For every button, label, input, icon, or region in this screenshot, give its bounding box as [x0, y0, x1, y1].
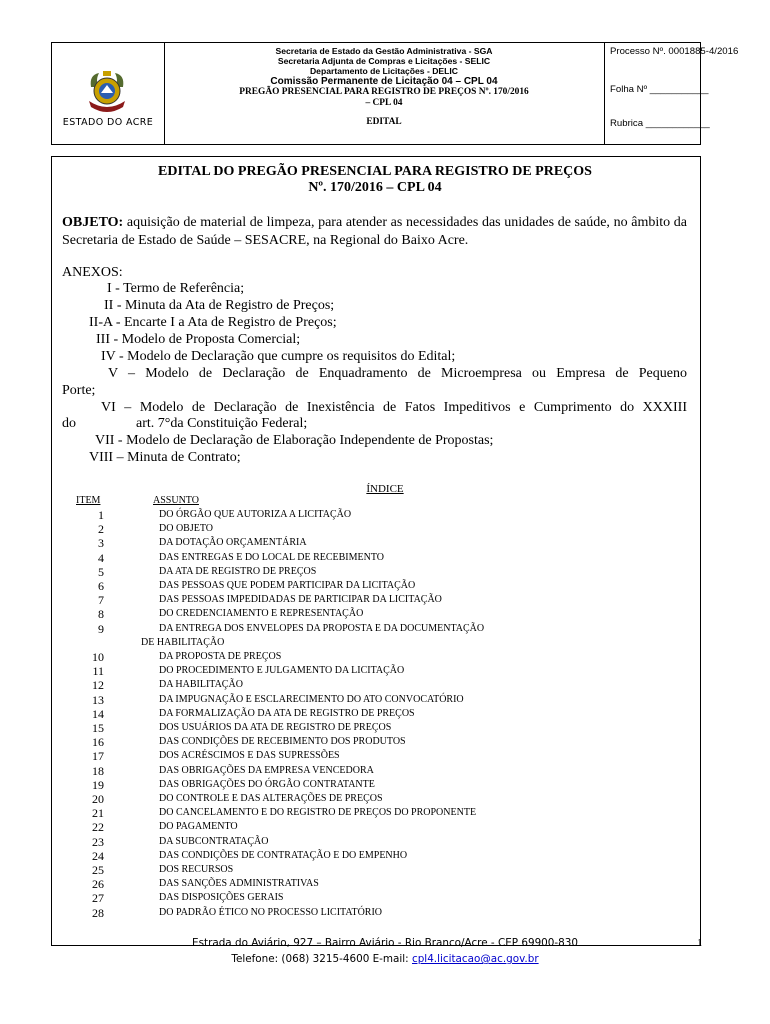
folha-field: Folha Nº ___________	[610, 84, 709, 95]
document-title-line2: Nº. 170/2016 – CPL 04	[308, 180, 442, 195]
document-header	[51, 42, 739, 145]
index-row-number: 21	[92, 806, 104, 821]
anexo-vi-cont: art. 7°da Constituição Federal;	[136, 416, 308, 431]
index-row-subject: DO CREDENCIAMENTO E REPRESENTAÇÃO	[159, 608, 364, 620]
objeto-paragraph	[62, 214, 687, 250]
anexo-iii: III - Modelo de Proposta Comercial;	[96, 332, 301, 347]
index-row-number: 26	[92, 877, 104, 892]
index-row-subject: DA HABILITAÇÃO	[159, 679, 243, 691]
footer-email-link[interactable]: cpl4.licitacao@ac.gov.br	[412, 953, 539, 965]
index-row-number: 4	[98, 550, 104, 565]
anexo-vi-do: do	[62, 416, 76, 431]
anexo-ii: II - Minuta da Ata de Registro de Preços;	[104, 298, 335, 313]
objeto-label: OBJETO:	[62, 215, 124, 230]
state-seal-icon	[85, 69, 129, 119]
index-row-subject: DAS OBRIGAÇÕES DA EMPRESA VENCEDORA	[159, 764, 374, 776]
footer-phone: Telefone: (068) 3215-4600 E-mail:	[231, 953, 412, 965]
index-row-subject: DOS USUÁRIOS DA ATA DE REGISTRO DE PREÇOS	[159, 722, 392, 733]
index-row-number: 27	[92, 891, 104, 906]
header-line-sga: Secretaria de Estado da Gestão Administrativa - SGA	[275, 46, 493, 56]
index-row-number: 2	[98, 522, 104, 537]
index-row-subject: DOS ACRÉSCIMOS E DAS SUPRESSÕES	[159, 750, 340, 762]
index-row-subject: DA PROPOSTA DE PREÇOS	[159, 651, 282, 662]
anexo-viii: VIII – Minuta de Contrato;	[89, 450, 241, 465]
index-row-number: 5	[98, 564, 104, 579]
index-row-subject: DAS DISPOSIÇÕES GERAIS	[159, 892, 284, 904]
index-row-subject: DA IMPUGNAÇÃO E ESCLARECIMENTO DO ATO CONVOCATÓRIO	[159, 693, 464, 705]
index-row-number: 23	[92, 834, 104, 849]
index-row-subject: DAS CONDIÇÕES DE CONTRATAÇÃO E DO EMPENHO	[159, 849, 408, 861]
anexo-vi: VI – Modelo de Declaração de Inexistência de Fatos Impeditivos e Cumprimento do XXXIII	[101, 400, 687, 415]
index-row-subject: DAS PESSOAS QUE PODEM PARTICIPAR DA LICITAÇÃO	[159, 580, 416, 591]
index-row-number: 11	[92, 664, 104, 679]
index-row-number: 15	[92, 721, 104, 735]
objeto-text: aquisição de material de limpeza, para atender as necessidades das unidades de saúde, no âmbito da Secretaria de Estado de Saúde – SESACRE, na Regional do Baixo Acre.	[62, 215, 687, 248]
index-row-subject: DA ATA DE REGISTRO DE PREÇOS	[159, 565, 317, 577]
index-row-subject: DO CONTROLE E DAS ALTERAÇÕES DE PREÇOS	[159, 793, 383, 804]
index-row-subject: DO PROCEDIMENTO E JULGAMENTO DA LICITAÇÃO	[159, 665, 405, 677]
anexos-label: ANEXOS:	[62, 265, 123, 280]
index-row-subject: DAS ENTREGAS E DO LOCAL DE RECEBIMENTO	[159, 551, 384, 563]
index-row-number: 10	[92, 650, 104, 664]
index-row-number: 19	[92, 777, 104, 792]
index-row-number: 22	[92, 820, 104, 835]
index-row-number: 18	[92, 763, 104, 778]
index-row-subject: DAS PESSOAS IMPEDIDADAS DE PARTICIPAR DA LICITAÇÃO	[159, 594, 442, 606]
index-row-subject: DA ENTREGA DOS ENVELOPES DA PROPOSTA E DA DOCUMENTAÇÃO	[159, 622, 485, 634]
page-number: 1	[697, 937, 703, 949]
index-row-number: 20	[92, 792, 104, 806]
index-row-number: 12	[92, 678, 104, 693]
index-row-number: 3	[98, 536, 104, 551]
index-col-assunto: ASSUNTO	[153, 495, 199, 506]
header-pregao-line2: – CPL 04	[365, 98, 403, 108]
state-label: ESTADO DO ACRE	[62, 117, 154, 128]
index-row-number: 8	[98, 607, 104, 622]
processo-number: Processo Nº. 0001885-4/2016	[610, 46, 739, 57]
anexo-i: I - Termo de Referência;	[107, 281, 245, 296]
index-row-subject: DO OBJETO	[159, 523, 213, 535]
index-row-subject: DO ÓRGÃO QUE AUTORIZA A LICITAÇÃO	[159, 509, 352, 520]
index-row-number: 1	[98, 508, 104, 522]
anexo-iv: IV - Modelo de Declaração que cumpre os requisitos do Edital;	[101, 349, 456, 364]
index-row-subject: DAS SANÇÕES ADMINISTRATIVAS	[159, 878, 319, 890]
document-title-line1: EDITAL DO PREGÃO PRESENCIAL PARA REGISTRO DE PREÇOS	[158, 164, 592, 179]
header-line-selic: Secretaria Adjunta de Compras e Licitações - SELIC	[277, 56, 491, 66]
index-row-number: 14	[92, 706, 104, 721]
rubrica-field: Rubrica ____________	[610, 118, 710, 129]
index-row-number: 28	[92, 905, 104, 920]
header-edital: EDITAL	[366, 117, 402, 127]
anexo-v: V – Modelo de Declaração de Enquadramento de Microempresa ou Empresa de Pequeno	[108, 366, 687, 381]
index-row-number: 16	[92, 735, 104, 750]
index-row-subject: DA FORMALIZAÇÃO DA ATA DE REGISTRO DE PREÇOS	[159, 707, 415, 719]
index-row-number: 6	[98, 579, 104, 593]
index-title: ÍNDICE	[366, 483, 404, 495]
anexo-v-cont: Porte;	[62, 383, 96, 398]
index-row-subject: DAS OBRIGAÇÕES DO ÓRGÃO CONTRATANTE	[159, 778, 375, 790]
index-row-number: 25	[92, 863, 104, 877]
header-process-cell	[605, 43, 739, 144]
index-row-subject: DAS CONDIÇÕES DE RECEBIMENTO DOS PRODUTOS	[159, 736, 406, 748]
header-line-delic: Departamento de Licitações - DELIC	[309, 66, 459, 76]
index-row-subject: DO CANCELAMENTO E DO REGISTRO DE PREÇOS DO PROPONENTE	[159, 807, 477, 819]
index-row-number: 7	[98, 593, 104, 608]
index-col-item: ITEM	[76, 495, 101, 506]
header-title-cell	[164, 43, 605, 144]
index-row-subject: DO PADRÃO ÉTICO NO PROCESSO LICITATÓRIO	[159, 906, 383, 918]
footer-address: Estrada do Aviário, 927 – Bairro Aviário - Rio Branco/Acre - CEP 69900-830	[192, 937, 578, 949]
index-row-number: 9	[98, 621, 104, 636]
anexo-ii-a: II-A - Encarte I a Ata de Registro de Preços;	[89, 315, 337, 330]
index-row-number: 24	[92, 848, 104, 863]
anexo-vii: VII - Modelo de Declaração de Elaboração Independente de Propostas;	[95, 433, 494, 448]
header-logo-cell	[52, 43, 165, 144]
index-row-subject: DA SUBCONTRATAÇÃO	[159, 835, 269, 847]
header-commission: Comissão Permanente de Licitação 04 – CPL 04	[270, 76, 498, 87]
index-row-number: 13	[92, 692, 104, 707]
index-row-subject: DOS RECURSOS	[159, 864, 234, 875]
index-row-number: 17	[92, 749, 104, 764]
header-pregao-line1: PREGÃO PRESENCIAL PARA REGISTRO DE PREÇOS Nº. 170/2016	[239, 87, 529, 97]
index-row-subject: DO PAGAMENTO	[159, 821, 238, 833]
index-row-subject: DE HABILITAÇÃO	[141, 636, 225, 648]
index-row-subject: DA DOTAÇÃO ORÇAMENTÁRIA	[159, 537, 307, 549]
footer-contact	[0, 951, 770, 967]
